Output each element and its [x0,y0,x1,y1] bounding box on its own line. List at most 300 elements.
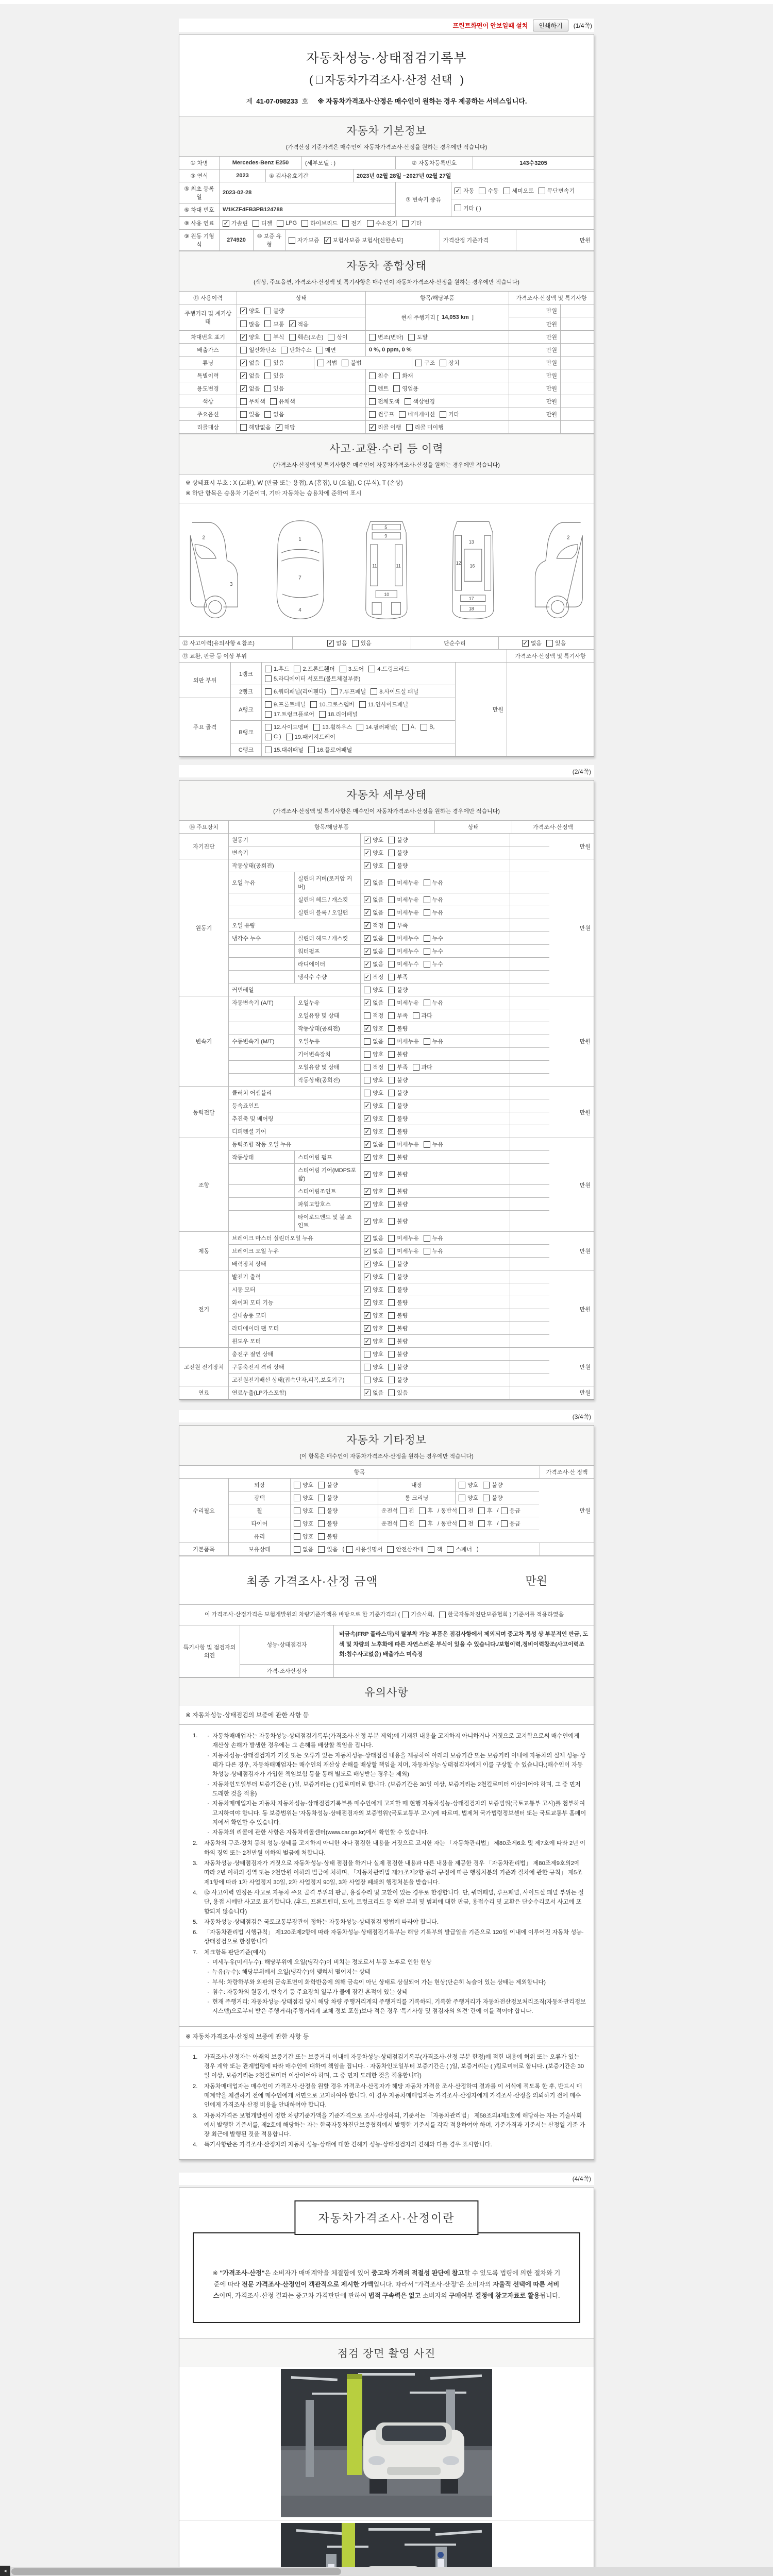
checkbox-option[interactable]: 미세누유 [388,998,419,1007]
final-price-label: 최종 가격조사·산정 금액 [179,1556,460,1605]
checkbox-option[interactable]: ✓ 없음 [364,1247,384,1255]
table-cell: 항목/해당부품 [366,292,509,304]
checkbox-option[interactable]: 후 [419,1519,433,1528]
checkbox-option[interactable]: 부족 [388,973,408,981]
checkbox-option[interactable]: 누유 [424,1140,443,1148]
table-cell [361,1374,510,1386]
checkbox-option[interactable]: 있음 [264,371,284,380]
table-cell: (세부모델 : ) [302,157,396,170]
checkbox-option[interactable]: 불량 [388,836,408,844]
checkbox-option[interactable]: ✓ 양호 [364,1154,384,1161]
checkbox-option[interactable]: 부족 [388,1011,408,1020]
scrollbar-thumb[interactable] [11,2568,341,2575]
checkbox-option[interactable]: 불량 [318,1519,338,1528]
notice-item: 1. 가격조사·산정자는 아래의 보증기간 또는 보증거리 이내에 자동차성능·상태점검기록부(가격조사·산정 부분 한정)에 적힌 내용에 허위 또는 오류가 있는 경우 계약 또는 관계법령에 따라 매수인에 대하여 책임을 집니다. · 자동차인도일부터 보증기간은 ( )일, 보증거리는 ( )킬로미터로 합니다. (보증기간은 30일 이상, 보증거리는 2천킬로미터 이상이어야 하며, 그 중 먼저 도래한 것을 적용합니다) [193,2053,586,2081]
table-cell: 단순수리 [411,637,499,650]
checkbox-option[interactable]: 장치 [440,359,459,367]
checkbox-option[interactable]: 전체도색 [369,397,400,405]
table-cell: 원동기 [179,859,229,996]
checkbox-option[interactable]: ✓ 양호 [364,1128,384,1136]
checkbox-option[interactable]: 있음 [546,639,566,647]
checkbox-option[interactable]: 없음 [294,1545,313,1553]
checkbox-option[interactable]: ✓ 적정 [364,973,384,981]
table-cell: 상태 [237,292,366,304]
checkbox-option[interactable]: 영업용 [393,384,418,393]
checkbox-option[interactable]: 매연 [316,346,336,354]
checkbox-option[interactable]: 전기 [342,219,362,227]
table-cell: 상태 [435,821,512,834]
checkbox-option[interactable]: 미세누유 [388,1247,419,1255]
table-cell: 현재 주행거리 [ 14,053 km ] [366,304,509,331]
checkbox-option[interactable]: 무채색 [240,397,265,405]
checkbox-option[interactable]: 양호 [364,1376,383,1384]
checkbox-option[interactable]: 부족 [388,921,408,929]
group-rows [229,859,549,996]
checkbox-option[interactable]: 누유 [424,908,443,917]
checkbox-option[interactable]: ✓ 양호 [364,1260,384,1268]
checkbox-option[interactable]: 수소전기 [367,219,398,227]
checkbox-option[interactable]: ✓ 양호 [364,1337,384,1345]
checkbox-option[interactable]: ✓ 없음 [364,935,384,942]
table-cell [361,1245,510,1258]
checkbox-option[interactable]: 있음 [318,1545,338,1553]
checkbox-option[interactable]: 렌트 [369,384,389,393]
table-cell: 타이어 [229,1517,291,1530]
table-cell: 고전원 전기장치 [179,1348,229,1386]
checkbox-option[interactable]: 양호 [364,1363,383,1371]
checkbox-option[interactable]: 기술사회, [402,1610,434,1620]
checkbox-option[interactable]: 6.쿼터패널(리어휀다) [265,687,326,696]
table-cell [361,971,510,984]
table-cell [366,331,509,344]
checkbox-option[interactable]: 많음 [240,320,260,328]
section-basic-subnote: (가격산정 기준가격은 매수인이 자동차가격조사·산정을 원하는 경우에만 적습니다) [285,144,488,150]
checkbox-option[interactable]: ✓ 양호 [364,862,384,870]
checkbox-option[interactable]: 누유 [424,998,443,1007]
checkbox-option[interactable]: 미세누수 [388,947,419,955]
checkbox-option[interactable]: 9.프론트패널 [265,700,306,708]
checkbox-option[interactable]: 불량 [388,1363,408,1371]
checkbox-option[interactable]: 탄화수소 [281,346,312,354]
checkbox-option[interactable]: 안전삼각대 [387,1545,423,1553]
checkbox-option[interactable]: 불량 [388,1187,408,1195]
checkbox-option[interactable]: 누유 [424,895,443,904]
checkbox-option[interactable]: 있음 [264,359,284,367]
checkbox-option[interactable]: 미세누유 [388,1037,419,1045]
checkbox-option[interactable]: 훼손(오손) [289,333,324,341]
checkbox-option[interactable]: 구조 [415,359,435,367]
table-cell [237,408,366,421]
print-install-link[interactable]: 프린트화면이 안보일때 설치 [452,22,528,29]
table-cell: 스티어링 펌프 [295,1151,361,1164]
table-cell: 만원 [549,996,594,1087]
checkbox-option[interactable]: 2.프론트휀더 [294,665,334,673]
print-button[interactable]: 인쇄하기 [533,20,568,31]
checkbox-option[interactable]: 양호 [364,1350,383,1358]
table-cell [361,1270,510,1283]
checkbox-option[interactable]: ✓ 양호 [241,307,260,314]
checkbox-option[interactable]: 미세누유 [388,1234,419,1242]
checkbox-option[interactable]: 불량 [483,1481,502,1489]
checkbox-option[interactable]: ✓ 양호 [364,849,384,857]
table-cell: 기본품목 [179,1543,229,1556]
checkbox-option[interactable]: ✓ 양호 [364,1273,384,1281]
checkbox-option[interactable]: 도말 [408,333,428,341]
section-basic-title: 자동차 기본정보 [346,125,427,137]
checkbox-option[interactable]: 3.도어 [340,665,364,673]
checkbox-option[interactable]: 해당없음 [240,423,271,431]
checkbox-option[interactable]: 과다 [413,1063,432,1071]
checkbox-option[interactable]: 디젤 [253,219,272,227]
checkbox-option[interactable]: 불량 [388,1050,408,1058]
checkbox-option[interactable]: 불량 [388,1076,408,1084]
table-cell: 가격산정 기준가격 [440,230,516,251]
checkbox-option[interactable]: ✓ 적정 [364,922,384,929]
table-cell: 타이로드엔드 및 볼 죠인트 [295,1211,361,1232]
checkbox-option[interactable]: ✓ 양호 [364,1188,384,1195]
checkbox-option[interactable]: 양호 [364,1089,383,1097]
checkbox-option[interactable]: 17.트렁크플로어 [265,710,314,718]
checkbox-option[interactable]: ✓ 자동 [455,187,475,194]
checkbox-option[interactable]: 후 [478,1506,493,1515]
checkbox-option[interactable]: 부족 [388,1063,408,1071]
notice-bullet: · 현재 주행거리: 자동차성능·상태점검 당시 해당 차량 주행거리계의 주행거리를 기록하되, 기록한 주행거리가 자동차전산정보처리조직(자동차관리정보시스템)으로부터 받은 주행거리(주행거리계 교체 정보 포함)보다 적은 경우 '특기사항 및 점검자의 의견' 란에 이를 적어야 합니다. [207,1999,586,2015]
table-cell [291,1492,378,1504]
checkbox-option[interactable]: 색상변경 [405,397,435,405]
checkbox-option[interactable]: ✓ 양호 [241,333,260,341]
checkbox-option[interactable]: ✓ 없음 [364,999,384,1007]
checkbox-option[interactable]: 불법 [342,359,361,367]
checkbox-option[interactable]: 불량 [388,986,408,994]
checkbox-option[interactable]: 19.패키지트레이 [286,733,335,741]
checkbox-option[interactable]: ✓ 해당 [276,423,295,431]
checkbox-option[interactable]: 양호 [294,1494,313,1502]
checkbox-option[interactable]: ✓ 없음 [364,879,384,887]
checkbox-option[interactable]: 네비게이션 [399,410,435,418]
checkbox-option[interactable]: 불량 [388,849,408,857]
checkbox-option[interactable]: 무단변속기 [539,187,575,195]
checkbox-option[interactable]: ✓ 양호 [364,836,384,844]
checkbox-option[interactable]: 썬루프 [369,410,394,418]
checkbox-option[interactable]: 양호 [294,1532,313,1540]
checkbox-option[interactable]: 불량 [388,1101,408,1110]
checkbox-option[interactable]: 화재 [393,371,413,380]
checkbox-option[interactable]: 후 [478,1519,493,1528]
notice-item-text: 자동차매매업자는 매수인이 가격조사·산정을 원할 경우 가격조사·산정자가 해당 자동차 가격을 조사·산정하여 결과를 이 서식에 적도록 한 후, 반드시 매매계약을 체결하기 전에 매수인에게 서면으로 고지하여야 합니다. 이 경우 자동차매매업자는 가격조사·산정자에게 가격조사·산정을 의뢰하기 전에 매수인에게 가격조사·산정 비용을 안내하여야 합니다. [204,2083,582,2109]
checkbox-option[interactable]: 불량 [388,1200,408,1208]
checkbox-option[interactable]: ✓ 양호 [364,1217,384,1225]
checkbox-option[interactable]: ✓ 없음 [364,960,384,968]
checkbox-option[interactable]: 15.대쉬패널 [265,745,304,754]
checkbox-option[interactable]: ✓ 양호 [364,1286,384,1294]
checkbox-option[interactable]: 과다 [413,1011,432,1020]
checkbox-option[interactable]: ✓ 없음 [328,639,347,647]
checkbox-option[interactable]: 부식 [264,333,284,341]
checkbox-option[interactable]: 없음 [364,1037,383,1045]
table-cell: 등속죠인트 [229,1099,361,1112]
table-cell: 구동축전지 격리 상태 [229,1361,361,1374]
table-cell [509,421,561,434]
table-cell: 만원 [509,382,561,395]
checkbox-option[interactable]: 기타 [440,410,459,418]
checkbox-option[interactable]: B, [421,724,434,731]
checkbox-option[interactable]: 일산화탄소 [240,346,276,354]
checkbox-option[interactable]: 불량 [388,861,408,870]
checkbox-option[interactable]: ✓ 없음 [364,947,384,955]
checkbox-option[interactable]: 누수 [424,960,443,968]
checkbox-option[interactable]: ✓ 양호 [364,1325,384,1332]
table-cell: ⑤ 최초 등록일 [179,182,220,204]
checkbox-option[interactable]: 불량 [388,1298,408,1307]
horizontal-scrollbar[interactable] [0,2567,773,2576]
checkbox-option[interactable]: 전 [400,1519,414,1528]
checkbox-option[interactable]: ✓ 양호 [364,1312,384,1319]
svg-text:4: 4 [298,607,301,614]
scroll-left-button[interactable]: ◂ [0,2566,10,2576]
checkbox-option[interactable]: 미세누유 [388,1140,419,1148]
checkbox-option[interactable]: 불량 [318,1481,338,1489]
checkbox-option[interactable]: 응급 [501,1506,520,1515]
table-cell: W1KZF4FB3PB124788 [220,204,395,216]
table-cell: 주요옵션 [179,408,237,421]
checkbox-option[interactable]: 누수 [424,947,443,955]
checkbox-option[interactable]: 16.플로어패널 [308,745,352,754]
checkbox-option[interactable]: 양호 [364,1076,383,1084]
checkbox-option[interactable]: 불량 [388,1114,408,1123]
checkbox-option[interactable]: ✓ 리콜 이행 [369,423,401,431]
checkbox-option[interactable]: 자가보증 [289,236,320,244]
checkbox-option[interactable]: A, [402,724,416,731]
checkbox-option[interactable]: 18.리어패널 [319,710,358,718]
table-cell [361,932,510,945]
checkbox-option[interactable]: 불량 [388,1337,408,1345]
checkbox-option[interactable]: 누유 [424,878,443,887]
checkbox-option[interactable]: 기타 ( ) [455,204,481,212]
table-cell [361,1087,510,1099]
history-legend [179,474,594,503]
checkbox-option[interactable]: 후 [419,1506,433,1515]
table-cell: 2023년 02월 28일 ~2027년 02월 27일 [354,170,594,182]
document-number-line: 제 41-07-098233 호 ※ 자동차가격조사·산정은 매수인이 원하는 경우 제공하는 서비스입니다. [246,97,527,105]
checkbox-option[interactable]: 13.휠하우스 [313,723,352,731]
table-cell: 외판 부위 [179,663,231,698]
checkbox-option[interactable]: 불량 [388,1170,408,1178]
table-cell: 라디에이터 팬 모터 [229,1322,361,1335]
checkbox-option[interactable]: 사용설명서 [346,1545,382,1553]
table-cell: 발전기 출력 [229,1270,361,1283]
checkbox-option[interactable]: 자동차가격조사·산정 선택 [316,72,452,88]
checkbox-option[interactable]: 양호 [294,1481,313,1489]
checkbox-option[interactable]: 불량 [388,1376,408,1384]
repair-rows [229,1479,539,1543]
table-cell: 만원 [549,1138,594,1232]
checkbox-option[interactable]: 불량 [318,1494,338,1502]
checkbox-option[interactable]: 불량 [388,1217,408,1225]
table-cell: 1랭크 [231,663,262,685]
checkbox-option[interactable]: 불량 [388,1024,408,1032]
table-cell [561,408,594,421]
checkbox-option[interactable]: 양호 [459,1481,478,1489]
checkbox-option[interactable]: 적법 [317,359,337,367]
table-cell: 만원 [509,395,561,408]
checkbox-option[interactable]: 리콜 미이행 [406,423,444,431]
checkbox-option[interactable]: 불량 [388,1127,408,1136]
checkbox-option[interactable]: LPG [277,220,297,227]
checkbox-option[interactable]: 없음 [264,410,284,418]
checkbox-option[interactable]: 누유 [424,1037,443,1045]
table-cell: A랭크 [231,698,262,721]
table-cell [361,1164,510,1185]
checkbox-option[interactable]: ✓ 보험사보증 보험사[신한손보] [324,236,404,244]
checkbox-option[interactable]: 스패너 [447,1545,472,1553]
checkbox-option[interactable]: 불량 [318,1506,338,1515]
checkbox-option[interactable]: 있음 [240,410,260,418]
checkbox-option[interactable]: 미세누유 [388,895,419,904]
checkbox-option[interactable]: 불량 [388,1285,408,1294]
checkbox-option[interactable]: ✓ 없음 [364,1389,384,1397]
checkbox-option[interactable]: 한국자동차진단보증협회 ) 기준서를 적용하였음 [439,1610,564,1620]
section-history-subnote: (가격조사·산정액 및 특기사항은 매수인이 자동차가격조사·산정을 원하는 경우에만 적습니다) [273,462,500,468]
checkbox-option[interactable]: 누수 [424,934,443,942]
checkbox-option[interactable]: 불량 [388,1153,408,1161]
notice-item-text: 자동차성능·상태점검자가 거짓으로 자동차성능·상태 점검을 하거나 실제 점검한 내용과 다른 내용을 제공한 경우 「자동차관리법」 제80조제9호의2에 따라 2년 이하의 징역 또는 2천만원 이하의 벌금에 처하며, 「자동차관리법 제21조제2항 등의 규정에 따른 행정처분의 기준과 절차에 관한 규칙」 제5조제1항에 따라 1차 사업정지 30일, 2차 사업정지 90일, 3차 사업장 폐쇄의 행정처분을 받습니다. [204,1860,583,1886]
checkbox-option[interactable]: 응급 [501,1519,520,1528]
checkbox-option[interactable]: 10.크로스멤버 [310,700,354,708]
table-cell [510,1185,549,1198]
table-cell [361,1361,510,1374]
table-cell: 수리필요 [179,1479,229,1543]
checkbox-option[interactable]: ✓ 없음 [241,359,260,366]
checkbox-option[interactable]: 불량 [388,1273,408,1281]
table-cell [510,1283,549,1296]
checkbox-option[interactable]: ✓ 양호 [364,1102,384,1110]
checkbox-option[interactable]: 있음 [264,384,284,393]
checkbox-option[interactable]: 세미오토 [503,187,534,195]
checkbox-option[interactable]: 불량 [264,307,284,315]
checkbox-option[interactable]: 있음 [388,1388,408,1397]
checkbox-option[interactable]: 변조(변타) [369,333,404,341]
table-cell [231,698,456,756]
checkbox-option[interactable]: 불량 [388,1324,408,1332]
checkbox-option[interactable]: 4.트렁크리드 [368,665,409,673]
checkbox-option[interactable]: ✓ 없음 [241,372,260,379]
table-cell [510,1258,549,1270]
table-cell: 리콜대상 [179,421,237,434]
table-cell: 오일유량 및 상태 [295,1061,361,1074]
checkbox-option[interactable]: 5.라디에이터 서포트(볼트체결부품) [265,674,360,683]
checkbox-option[interactable]: ✓ 없음 [523,639,542,647]
checkbox-option[interactable]: 불량 [483,1494,502,1502]
checkbox-option[interactable]: 8.사이드실 패널 [371,687,418,696]
table-cell: 연료 [179,1386,229,1399]
remarks-table [179,1625,594,1677]
checkbox-option[interactable]: ✓ 양호 [364,1115,384,1123]
checkbox-option[interactable]: ✓ 가솔린 [223,219,248,227]
checkbox-option[interactable]: ✓ 없음 [241,385,260,392]
checkbox-option[interactable]: 미세누유 [388,908,419,917]
table-cell: 성능·상태점검자 [240,1625,334,1665]
checkbox-option[interactable]: 기타 [402,219,422,227]
checkbox-option[interactable]: 양호 [364,986,383,994]
checkbox-option[interactable]: 미세누유 [388,878,419,887]
svg-text:16: 16 [469,563,475,569]
checkbox-option[interactable]: 미세누수 [388,934,419,942]
checkbox-option[interactable]: 상이 [328,333,347,341]
checkbox-option[interactable]: 수동 [479,187,498,195]
checkbox-option[interactable]: ✓ 없음 [364,1141,384,1148]
checkbox-option[interactable]: 불량 [388,1350,408,1358]
appraiser-remark [334,1665,594,1677]
checkbox-option[interactable]: 침수 [369,371,389,380]
table-cell [361,1322,510,1335]
checkbox-option[interactable]: 7.루프패널 [331,687,366,696]
checkbox-option[interactable]: 하이브리드 [301,219,338,227]
checkbox-option[interactable]: 12.사이드멤버 [265,723,309,731]
checkbox-option[interactable]: ✓ 양호 [364,1171,384,1178]
checkbox-option[interactable]: 전 [459,1506,474,1515]
checkbox-option[interactable]: 누유 [424,1247,443,1255]
table-cell [510,1211,549,1232]
table-cell [361,1211,510,1232]
table-cell [510,1138,549,1151]
checkbox-option[interactable]: 양호 [294,1506,313,1515]
checkbox-option[interactable]: 전 [400,1506,414,1515]
checkbox-option[interactable]: 불량 [388,1311,408,1319]
checkbox-option[interactable]: 불량 [318,1532,338,1540]
checkbox-option[interactable]: 1.후드 [265,665,289,673]
checkbox-option[interactable]: 보통 [264,320,284,328]
checkbox-option[interactable]: 불량 [388,1089,408,1097]
checkbox-option[interactable]: 유채색 [270,397,295,405]
table-cell: ⑨ 원동 기형식 [179,230,220,251]
table-cell [262,663,456,685]
svg-text:12: 12 [456,561,461,566]
table-cell: 실내송풍 모터 [229,1309,361,1322]
checkbox-option[interactable]: 양호 [294,1519,313,1528]
table-cell [237,304,366,331]
checkbox-option[interactable]: 있음 [352,639,372,647]
notice-item: 4. 특기사항란은 가격조사·산정자의 자동차 성능·상태에 대한 견해가 성능·상태점검자의 견해와 다를 경우 표시합니다. [193,2140,586,2149]
checkbox-option[interactable]: 양호 [459,1494,478,1502]
table-cell [510,945,549,958]
checkbox-option[interactable]: ✓ 양호 [364,1299,384,1307]
checkbox-option[interactable]: 적정 [364,1011,383,1020]
checkbox-option[interactable]: 전 [459,1519,474,1528]
table-cell [510,893,549,906]
table-cell [237,395,366,408]
checkbox-option[interactable]: ✓ 양호 [364,1025,384,1032]
notice-block-heading: ※ 자동차성능·상태점검의 보증에 관한 사항 등 [179,1705,594,1725]
checkbox-option[interactable]: 불량 [388,1260,408,1268]
checkbox-option[interactable]: 양호 [364,1050,383,1058]
checkbox-option[interactable]: 미세누수 [388,960,419,968]
checkbox-option[interactable]: 14.필러패널( [357,723,397,731]
diagram-body-top-icon [266,511,335,629]
checkbox-option[interactable]: 잭 [428,1545,442,1553]
table-cell: 가격조사·산정액 및 특기사항 [509,292,594,304]
checkbox-option[interactable]: ✓ 적음 [290,320,309,328]
checkbox-option[interactable]: 적정 [364,1063,383,1071]
svg-text:11: 11 [372,563,377,569]
checkbox-option[interactable]: ✓ 없음 [364,909,384,917]
checkbox-option[interactable]: 11.인사이드패널 [359,700,408,708]
checkbox-option[interactable]: ✓ 없음 [364,896,384,904]
checkbox-option[interactable]: ✓ 없음 [364,1234,384,1242]
table-cell [229,971,295,984]
checkbox-option[interactable]: 누유 [424,1234,443,1242]
checkbox-option[interactable]: C ) [265,734,281,740]
checkbox-option[interactable]: ✓ 양호 [364,1200,384,1208]
